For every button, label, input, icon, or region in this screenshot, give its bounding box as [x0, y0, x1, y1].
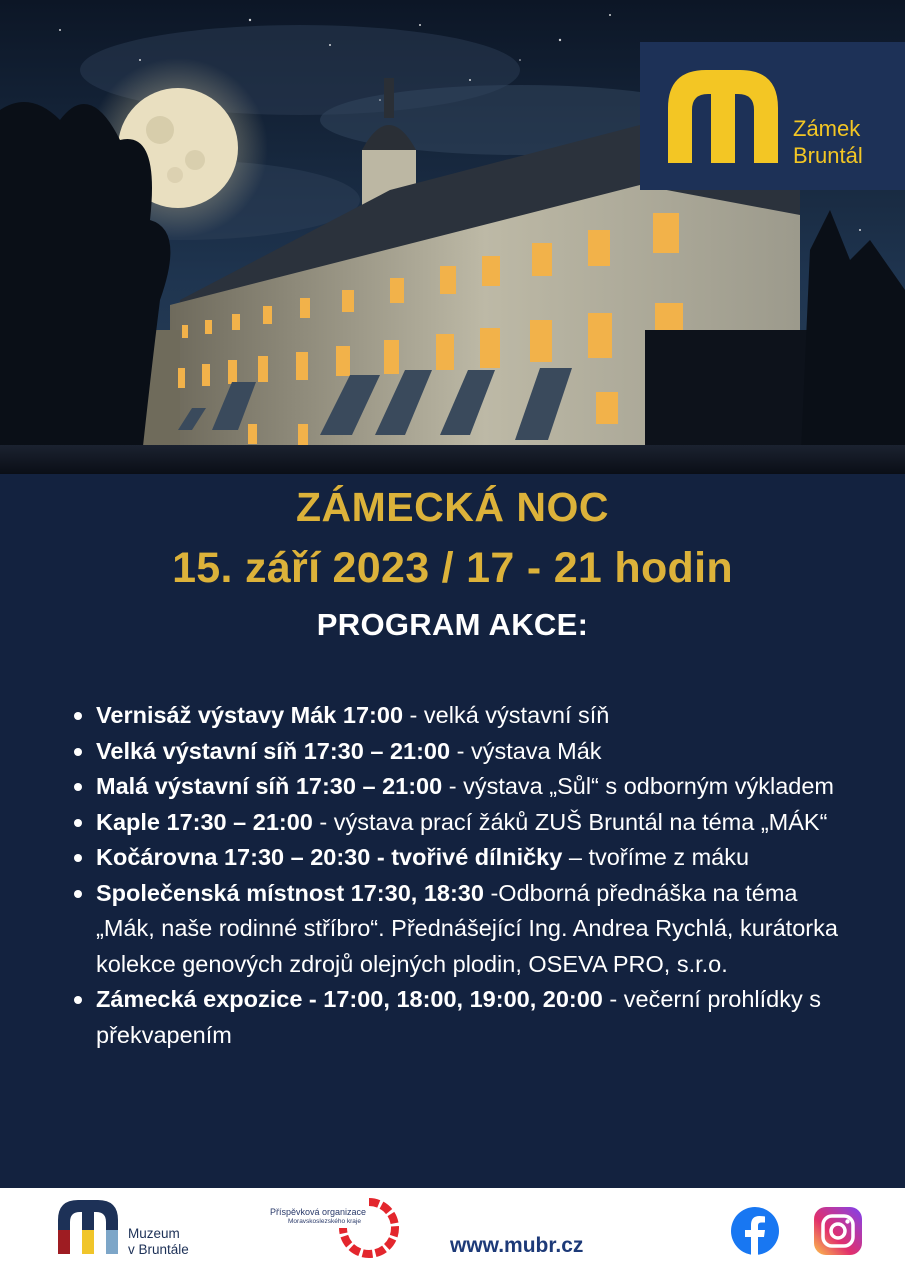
main-content [0, 474, 905, 1188]
program-item-bold: Společenská místnost 17:30, 18:30 [96, 879, 484, 906]
program-item-text: - večerní prohlídky s překvapením [96, 986, 821, 1048]
facebook-icon[interactable] [731, 1207, 779, 1255]
muzeum-logo-mark-icon [58, 1198, 118, 1254]
program-item-bold: Kočárovna 17:30 – 20:30 - tvořivé dílničky [96, 844, 563, 870]
program-item-text: - výstava Mák [450, 737, 602, 764]
logo-m-mark-icon [668, 68, 778, 168]
zamek-bruntal-logo [640, 42, 905, 190]
program-item-bold: Vernisáž výstavy Mák 17:00 [96, 702, 404, 728]
instagram-icon[interactable] [814, 1207, 862, 1255]
event-title: ZÁMECKÁ NOC [296, 484, 609, 530]
program-item-text: - výstava „Sůl“ s odborným výkladem [442, 773, 834, 799]
program-item-bold: Kaple 17:30 – 21:00 [96, 808, 313, 835]
org-line1: Příspěvková organizace [270, 1207, 367, 1217]
logo-text [793, 115, 863, 169]
program-item [96, 840, 856, 876]
program-item [96, 805, 856, 841]
event-date: 15. září 2023 / 17 - 21 hodin [172, 544, 733, 592]
program-item-bold: Velká výstavní síň 17:30 – 21:00 [96, 737, 451, 764]
muzeum-line2: v Bruntále [128, 1242, 189, 1257]
program-item [96, 769, 856, 805]
website-link[interactable]: www.mubr.cz [450, 1234, 584, 1257]
program-item [96, 876, 856, 983]
program-item-bold: Zámecká expozice - 17:00, 18:00, 19:00, 20:00 [96, 986, 603, 1012]
program-item-text: - výstava prací žáků ZUŠ Bruntál na téma „MÁK“ [312, 808, 828, 835]
footer [0, 1188, 905, 1280]
muzeum-text [128, 1226, 189, 1258]
program-item-bold: Malá výstavní síň 17:30 – 21:00 [96, 773, 443, 799]
program-list [96, 698, 856, 1053]
program-heading: PROGRAM AKCE: [316, 607, 589, 642]
program-item-text: - velká výstavní síň [403, 702, 610, 728]
kraj-logo-arc-icon [339, 1198, 399, 1258]
program-item [96, 734, 856, 770]
logo-line1: Zámek [793, 116, 861, 141]
program-item [96, 698, 856, 734]
program-item-text: -Odborná přednáška na téma „Mák, naše rodinné stříbro“. Přednášející Ing. Andrea Rychlá, kurátorka kolekce genových zdrojů olejných plodin, OSEVA PRO, s.r.o. [96, 879, 838, 977]
logo-line2: Bruntál [793, 143, 863, 168]
muzeum-line1: Muzeum [128, 1226, 180, 1241]
program-item-text: – tvoříme z máku [562, 844, 750, 870]
org-line2: Moravskoslezského kraje [288, 1218, 361, 1225]
program-item [96, 982, 856, 1053]
